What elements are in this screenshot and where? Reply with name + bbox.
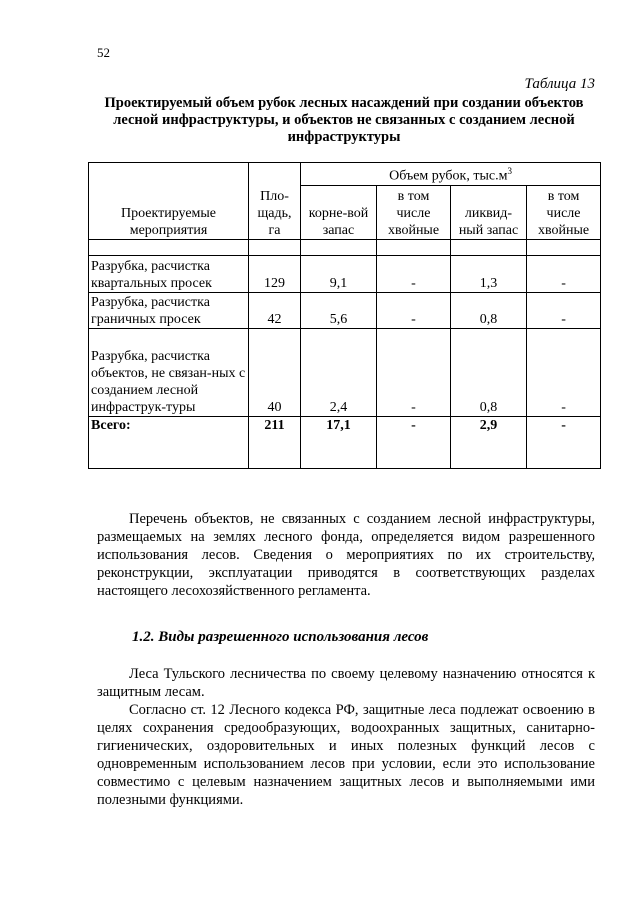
total-liquid-stock: 2,9: [451, 416, 527, 468]
header-root-conifer: в том числе хвойные: [377, 185, 451, 239]
total-liquid-conifer: -: [527, 416, 601, 468]
paragraph-text: Перечень объектов, не связанных с созданием лесной инфраструктуры, размещаемых на землях лесного фонда, определяется видом разрешенного использования лесов. Сведения о мероприятиях по их строительству, реконструкции, эксплуатации приводятся в соответствующих разделах настоящего лесохозяйственного регламента.: [97, 511, 595, 599]
table-row: [89, 328, 601, 416]
row-liquid-stock: 0,8: [451, 292, 527, 328]
row-liquid-stock: 0,8: [451, 328, 527, 416]
table-row: [89, 292, 601, 328]
paragraph-objects-list: [97, 510, 595, 600]
row-name: Разрубка, расчистка объектов, не связан-ных с созданием лесной инфраструк-туры: [89, 328, 249, 416]
header-area: Пло-щадь, га: [249, 163, 301, 240]
total-area: 211: [249, 416, 301, 468]
header-root-stock: корне-вой запас: [301, 185, 377, 239]
row-area: 129: [249, 255, 301, 292]
row-liquid-conifer: -: [527, 292, 601, 328]
table-total-row: [89, 416, 601, 468]
table-row: [89, 255, 601, 292]
row-liquid-conifer: -: [527, 255, 601, 292]
header-liquid-conifer: в том числе хвойные: [527, 185, 601, 239]
row-area: 40: [249, 328, 301, 416]
row-root-conifer: -: [377, 255, 451, 292]
header-liquid-stock: ликвид-ный запас: [451, 185, 527, 239]
header-volume-unit-sup: 3: [507, 166, 512, 176]
paragraph-text: Согласно ст. 12 Лесного кодекса РФ, защитные леса подлежат освоению в целях сохранения средообразующих, водоохранных защитных, санитарно-гигиенических, оздоровительных и иных полезных функций лесов с одновременным использованием лесов при условии, если это использование совместимо с целевым назначением защитных лесов и выполняемыми ими полезными функциями.: [97, 702, 595, 808]
total-root-conifer: -: [377, 416, 451, 468]
row-root-stock: 5,6: [301, 292, 377, 328]
row-root-stock: 2,4: [301, 328, 377, 416]
row-name: Разрубка, расчистка квартальных просек: [89, 255, 249, 292]
total-root-stock: 17,1: [301, 416, 377, 468]
row-root-conifer: -: [377, 328, 451, 416]
total-label: Всего:: [89, 416, 249, 468]
paragraph-text: Леса Тульского лесничества по своему целевому назначению относятся к защитным лесам.: [97, 666, 595, 700]
table-number: Таблица 13: [524, 76, 595, 92]
row-name: Разрубка, расчистка граничных просек: [89, 292, 249, 328]
header-volume-label: Объем рубок, тыс.м: [389, 168, 508, 184]
row-area: 42: [249, 292, 301, 328]
row-root-conifer: -: [377, 292, 451, 328]
section-heading: 1.2. Виды разрешенного использования лесов: [132, 629, 429, 645]
row-liquid-conifer: -: [527, 328, 601, 416]
row-root-stock: 9,1: [301, 255, 377, 292]
felling-volume-table: [88, 162, 601, 469]
header-volume-group: [301, 163, 601, 186]
table-spacer-row: [89, 239, 601, 255]
table-title: Проектируемый объем рубок лесных насаждений при создании объектов лесной инфраструктуры, и объектов не связанных с созданием лесной инфраструктуры: [104, 95, 584, 145]
paragraph-forest-purpose: [97, 665, 595, 809]
page-number: 52: [97, 45, 110, 60]
header-activities: Проектируемые мероприятия: [89, 163, 249, 240]
row-liquid-stock: 1,3: [451, 255, 527, 292]
